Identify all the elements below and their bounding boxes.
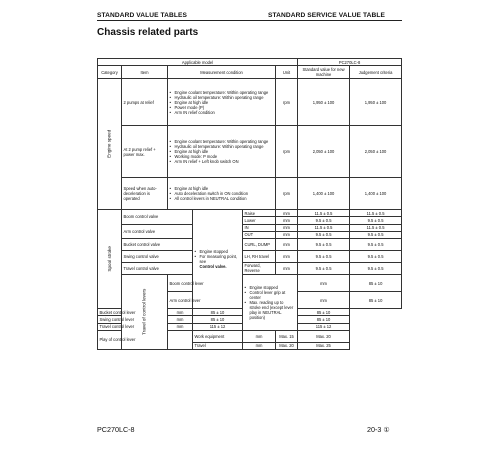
item-cell: At 2 pump relief + power max.	[122, 126, 168, 178]
item-cell: Arm control valve	[122, 224, 193, 238]
unit-cell: mm	[276, 217, 298, 224]
unit-cell: mm	[276, 262, 298, 274]
judgement-cell: 9.5 ± 0.5	[350, 250, 402, 262]
category-label: Engine speed	[106, 130, 112, 159]
table-row	[98, 224, 402, 231]
standard-value-cell: 11.5 ± 0.5	[298, 210, 350, 217]
unit-cell: rpm	[276, 126, 298, 178]
item-cell: Speed when auto-deceleration is operated	[122, 178, 168, 210]
category-engine-speed	[98, 79, 122, 210]
condition-list	[245, 285, 296, 320]
condition-item: • All control levers in NEUTRAL condition	[170, 196, 274, 201]
section-title: Chassis related parts	[97, 27, 199, 38]
model-name: PC270LC-8	[298, 59, 402, 66]
condition-item: • Power mode (P)	[170, 105, 274, 110]
category-label: Spool stroke	[106, 246, 112, 273]
column-header-item: Item	[122, 66, 168, 79]
condition-cell	[168, 79, 276, 126]
judgement-cell: 115 ± 12	[298, 323, 350, 330]
table-row	[98, 59, 402, 66]
unit-cell: mm	[243, 342, 276, 349]
table-row	[98, 126, 402, 178]
column-header-standard: Standard value for new machine	[298, 66, 350, 79]
judgement-cell: Max. 20	[298, 330, 350, 342]
standard-value-cell: 9.5 ± 0.5	[298, 262, 350, 274]
condition-item: • Engine at high idle	[170, 186, 274, 191]
judgement-cell: 1,950 ± 100	[350, 79, 402, 126]
standard-value-cell: 85 ± 10	[350, 275, 402, 292]
standard-value-cell: 85 ± 10	[193, 316, 243, 323]
standard-value-cell: 1,400 ± 100	[298, 178, 350, 210]
condition-item: • Engine coolant temperature: Within operating range	[170, 90, 274, 95]
operation-cell: IN	[243, 224, 276, 231]
item-cell: Travel control valve	[122, 262, 193, 274]
header-rule	[97, 20, 402, 21]
column-header-category: Category	[98, 66, 122, 79]
standard-value-cell: 9.5 ± 0.5	[298, 217, 350, 224]
footer-model: PC270LC-8	[97, 425, 135, 434]
standard-value-cell: Max. 15	[276, 330, 298, 342]
unit-cell: mm	[276, 231, 298, 238]
standard-value-cell: 85 ± 10	[193, 309, 243, 316]
condition-item: • Arm IN relief condition	[170, 110, 274, 115]
table-header-row	[98, 66, 402, 79]
unit-cell: mm	[168, 309, 193, 316]
unit-cell: mm	[276, 250, 298, 262]
judgement-cell: 9.5 ± 0.5	[350, 217, 402, 224]
header-left: STANDARD VALUE TABLES	[97, 12, 188, 19]
judgement-cell: 2,050 ± 100	[350, 126, 402, 178]
table-row	[98, 275, 402, 292]
item-cell: Swing control lever	[98, 316, 168, 323]
unit-cell: mm	[298, 275, 350, 292]
condition-item: • Engine stopped	[245, 285, 296, 290]
condition-item: • Auto deceleration switch in ON condition	[170, 191, 274, 196]
condition-cell	[168, 126, 276, 178]
operation-cell: LH, RH travel	[243, 250, 276, 262]
standard-value-cell: 1,950 ± 100	[298, 79, 350, 126]
standard-value-cell: 11.5 ± 0.5	[298, 224, 350, 231]
unit-cell: rpm	[276, 79, 298, 126]
judgement-cell: 1,400 ± 100	[350, 178, 402, 210]
operation-cell: Lower	[243, 217, 276, 224]
item-cell: Travel control lever	[98, 323, 168, 330]
operation-cell: Raise	[243, 210, 276, 217]
column-header-judgement: Judgement criteria	[350, 66, 402, 79]
unit-cell: mm	[276, 210, 298, 217]
column-header-measurement: Measurement condition	[168, 66, 276, 79]
judgement-cell: 9.5 ± 0.5	[350, 231, 402, 238]
item-cell: 2 pumps at relief	[122, 79, 168, 126]
condition-cell	[243, 275, 298, 331]
condition-item: • Control lever grip at center	[245, 290, 296, 300]
category-label: Travel of control levers	[141, 288, 147, 336]
table-row	[98, 178, 402, 210]
standard-value-cell: 9.5 ± 0.5	[298, 231, 350, 238]
unit-cell: rpm	[276, 178, 298, 210]
judgement-cell: 11.5 ± 0.5	[350, 224, 402, 231]
item-cell: Boom control valve	[122, 210, 193, 224]
operation-cell: Travel	[193, 342, 243, 349]
condition-item: • Max. reading up to stroke end (except lever play in NEUTRAL position)	[245, 300, 296, 320]
item-cell: Play of control lever	[98, 330, 193, 349]
standard-value-cell: 2,050 ± 100	[298, 126, 350, 178]
unit-cell: mm	[168, 316, 193, 323]
unit-cell: mm	[276, 238, 298, 250]
condition-list	[195, 249, 241, 264]
footer-page-number: 20-3 ①	[367, 425, 390, 434]
condition-item: • Working mode: P mode	[170, 154, 274, 159]
table-row	[98, 250, 402, 262]
item-cell: Bucket control lever	[98, 309, 168, 316]
condition-item: • Arm IN relief + Left knob switch ON	[170, 159, 274, 164]
condition-item: • Engine at high idle	[170, 149, 274, 154]
table-row	[98, 238, 402, 250]
judgement-cell: 85 ± 10	[298, 309, 350, 316]
condition-item: • Hydraulic oil temperature: Within operating range	[170, 95, 274, 100]
operation-cell: Forward, Reverse	[243, 262, 276, 274]
unit-cell: mm	[276, 224, 298, 231]
item-cell: Swing control valve	[122, 250, 193, 262]
condition-list	[170, 186, 274, 201]
condition-item: • Engine stopped	[195, 249, 241, 254]
judgement-cell: Max. 25	[298, 342, 350, 349]
standard-value-cell: 9.5 ± 0.5	[298, 250, 350, 262]
condition-reference: Control valve.	[199, 264, 227, 270]
condition-list	[170, 139, 274, 164]
unit-cell: mm	[168, 323, 193, 330]
column-header-unit: Unit	[276, 66, 298, 79]
condition-list	[170, 90, 274, 115]
standard-value-cell: 85 ± 10	[350, 292, 402, 309]
condition-cell	[168, 178, 276, 210]
standard-value-table	[97, 58, 402, 350]
operation-cell: OUT	[243, 231, 276, 238]
condition-item: • Engine at high idle	[170, 100, 274, 105]
operation-cell: CURL, DUMP	[243, 238, 276, 250]
table-row	[98, 79, 402, 126]
standard-value-cell: 115 ± 12	[193, 323, 243, 330]
unit-cell: mm	[298, 292, 350, 309]
standard-value-cell: Max. 20	[276, 342, 298, 349]
category-spool-stroke	[98, 210, 122, 309]
table-row	[98, 262, 402, 274]
item-cell: Bucket control valve	[122, 238, 193, 250]
judgement-cell: 9.5 ± 0.5	[350, 262, 402, 274]
condition-item: • Engine coolant temperature: Within operating range	[170, 139, 274, 144]
item-cell: Arm control lever	[168, 292, 243, 309]
judgement-cell: 11.5 ± 0.5	[350, 210, 402, 217]
item-cell: Boom control lever	[168, 275, 243, 292]
applicable-model-label: Applicable model	[98, 59, 298, 66]
standard-value-cell: 9.5 ± 0.5	[298, 238, 350, 250]
operation-cell: Work equipment	[193, 330, 243, 342]
header-right: STANDARD SERVICE VALUE TABLE	[268, 12, 385, 19]
condition-item: • For measuring point, see	[195, 254, 241, 264]
unit-cell: mm	[243, 330, 276, 342]
judgement-cell: 9.5 ± 0.5	[350, 238, 402, 250]
condition-item: • Hydraulic oil temperature: Within operating range	[170, 144, 274, 149]
table-row	[98, 210, 402, 217]
judgement-cell: 85 ± 10	[298, 316, 350, 323]
